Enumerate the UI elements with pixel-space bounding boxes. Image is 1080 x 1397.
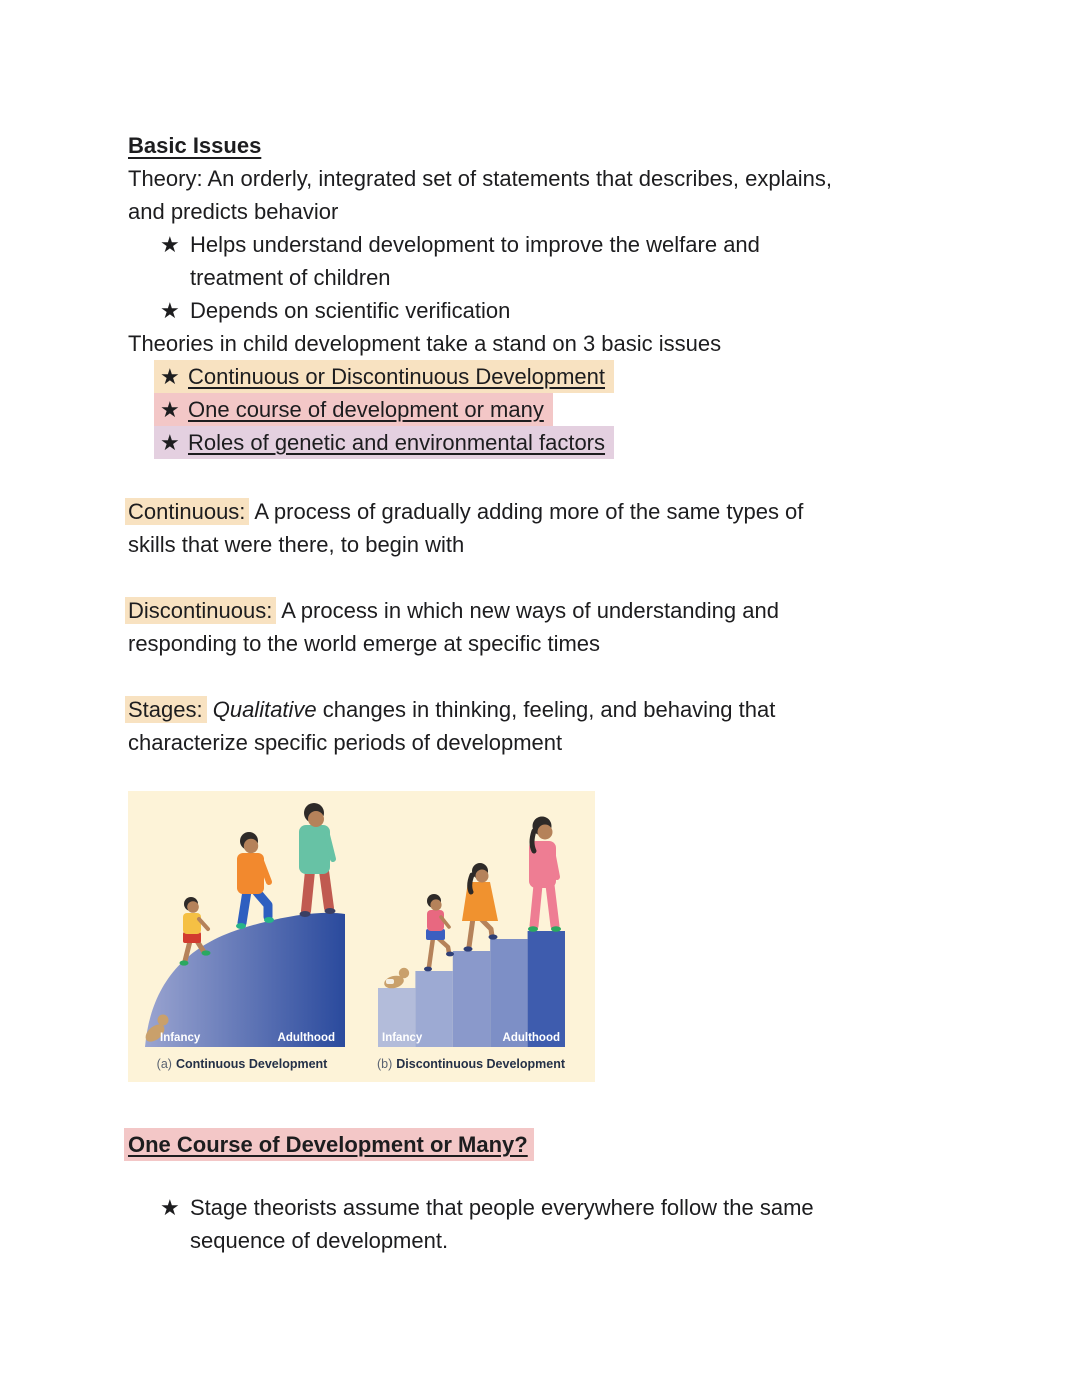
highlight-peach (154, 360, 614, 393)
highlight-pink (154, 393, 553, 426)
term-highlight: Discontinuous: (125, 597, 276, 624)
development-figure (128, 791, 595, 1082)
issue-label: Continuous or Discontinuous Development (188, 364, 606, 389)
infancy-label-b: Infancy (382, 1032, 423, 1044)
definition-text: A process in which new ways of understanding and (276, 598, 779, 623)
star-bullet-icon: ★ (160, 364, 180, 389)
definition-discontinuous (128, 594, 980, 660)
star-bullet-icon: ★ (160, 1195, 180, 1220)
stair-step-4 (490, 939, 527, 1047)
page-title: Basic Issues (128, 133, 262, 158)
definition-text: characterize specific periods of development (128, 730, 563, 755)
adulthood-label-a: Adulthood (277, 1032, 335, 1044)
definition-stages (128, 693, 980, 759)
definition-text: changes in thinking, feeling, and behaving that (316, 697, 776, 722)
star-bullet-icon: ★ (160, 232, 180, 257)
star-bullet-icon: ★ (160, 430, 180, 455)
highlight-lavender (154, 426, 614, 459)
issue-label: Roles of genetic and environmental factors (188, 430, 606, 455)
caption-discontinuous: (b) Discontinuous Development (376, 1057, 566, 1071)
bullet-text: Depends on scientific verification (190, 298, 511, 323)
stair-step-3 (453, 951, 490, 1047)
subheading-row (128, 1128, 980, 1161)
bullet-scientific-verification (160, 294, 980, 327)
paragraph-line: and predicts behavior (128, 199, 339, 224)
caption-continuous: (a) Continuous Development (156, 1057, 328, 1071)
term-highlight: Continuous: (125, 498, 249, 525)
adulthood-label-b: Adulthood (502, 1032, 560, 1044)
star-bullet-icon: ★ (160, 298, 180, 323)
issue-label: One course of development or many (188, 397, 544, 422)
definition-text: skills that were there, to begin with (128, 532, 465, 557)
issue-bullet-one-course (154, 393, 980, 426)
bullet-text: Stage theorists assume that people everywhere follow the same sequence of development. (190, 1195, 814, 1253)
paragraph-line: Theory: An orderly, integrated set of statements that describes, explains, (128, 166, 832, 191)
issue-bullet-genetic-environment (154, 426, 980, 459)
term-highlight: Stages: (125, 696, 207, 723)
infancy-label-a: Infancy (160, 1032, 201, 1044)
italic-word: Qualitative (206, 697, 317, 722)
bullet-text: Helps understand development to improve the welfare and treatment of children (190, 232, 760, 290)
subheading-highlight (124, 1128, 534, 1161)
stand-line: Theories in child development take a stand on 3 basic issues (128, 331, 722, 356)
theory-paragraph (128, 162, 980, 228)
definition-text: A process of gradually adding more of the same types of (249, 499, 804, 524)
definition-text: responding to the world emerge at specific times (128, 631, 601, 656)
issue-bullet-continuous (154, 360, 980, 393)
bullet-stage-theorists (160, 1191, 980, 1257)
development-figure-svg (128, 791, 595, 1082)
stair-step-5 (528, 931, 565, 1047)
definition-continuous (128, 495, 980, 561)
subheading: One Course of Development or Many? (128, 1132, 528, 1157)
bullet-helps-understand (160, 228, 980, 294)
star-bullet-icon: ★ (160, 397, 180, 422)
